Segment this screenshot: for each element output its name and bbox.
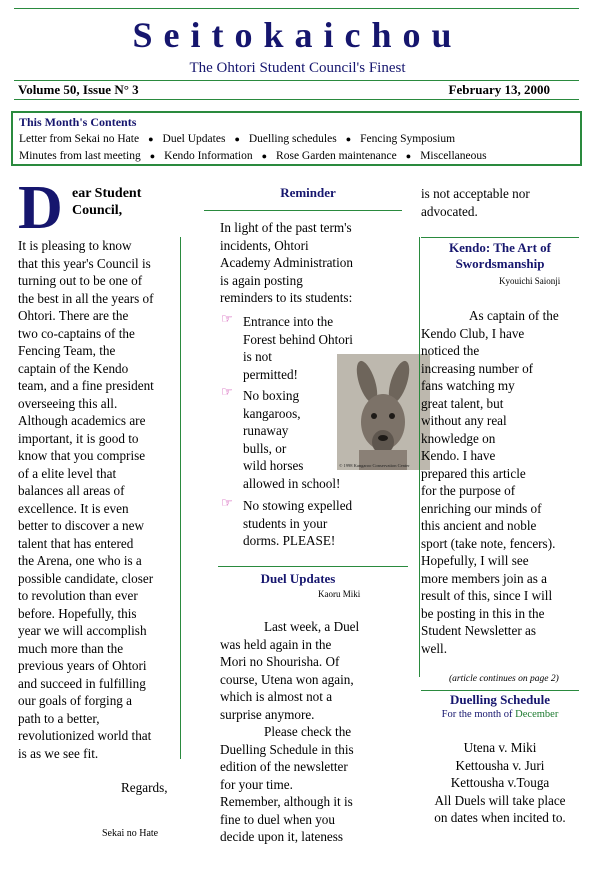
contents-box bbox=[11, 111, 582, 166]
reminder-bullet-line: wild horses bbox=[243, 458, 304, 473]
letter-line: previous years of Ohtori bbox=[18, 658, 147, 673]
schedule-line: Kettousha v. Juri bbox=[455, 757, 545, 773]
kendo-line: fans watching my bbox=[421, 378, 515, 393]
newsletter-title: Seitokaichou bbox=[132, 15, 463, 55]
kendo-line: be posting in this in the bbox=[421, 605, 545, 621]
letter-line: better to discover a new bbox=[18, 518, 144, 533]
letter-line: that this year's Council is bbox=[18, 255, 151, 271]
kendo-byline: Kyouichi Saionji bbox=[499, 276, 561, 286]
duel-updates-line: Mori no Shourisha. Of bbox=[220, 654, 340, 669]
kendo-line: result of this, since I will bbox=[421, 588, 553, 603]
newsletter-subtitle: The Ohtori Student Council's Finest bbox=[189, 60, 406, 76]
kendo-title-line: Swordsmanship bbox=[455, 256, 545, 271]
pointing-hand-icon: ☞ bbox=[221, 384, 233, 399]
contents-item[interactable]: Letter from Sekai no Hate bbox=[19, 133, 140, 145]
schedule-rule bbox=[421, 690, 579, 691]
letter-line: team, and a fine president bbox=[18, 378, 154, 393]
kendo-line: Kendo. I have bbox=[421, 448, 496, 463]
schedule-title: Duelling Schedule bbox=[449, 692, 551, 707]
contents-item[interactable]: Rose Garden maintenance bbox=[276, 150, 397, 162]
reminder-bullet-line: Entrance into the bbox=[243, 314, 334, 329]
bullet-separator: ● bbox=[405, 151, 412, 161]
reminder-bullet-line: No stowing expelled bbox=[243, 498, 353, 513]
contents-item[interactable]: Minutes from last meeting bbox=[19, 150, 141, 162]
reminder-title: Reminder bbox=[280, 185, 336, 200]
kendo-line: more members join as a bbox=[421, 570, 547, 586]
letter-line: year we will accomplish bbox=[18, 623, 147, 638]
issue-date: February 13, 2000 bbox=[448, 82, 550, 97]
schedule-subtitle-prefix: For the month of bbox=[441, 709, 516, 720]
kendo-line: without any real bbox=[421, 413, 507, 428]
schedule-line: on dates when incited to. bbox=[434, 810, 566, 825]
kendo-line: enriching our minds of bbox=[421, 500, 542, 516]
contents-item[interactable]: Duelling schedules bbox=[248, 133, 337, 145]
letter-line: the Arena, one who is a bbox=[18, 553, 142, 568]
letter-line: possible candidate, closer bbox=[18, 570, 154, 586]
letter-signature: Sekai no Hate bbox=[102, 828, 159, 839]
reminder-bullet-line: runaway bbox=[243, 423, 289, 438]
reminder-continuation bbox=[421, 185, 581, 220]
kendo-title bbox=[421, 240, 579, 272]
contents-item[interactable]: Miscellaneous bbox=[420, 150, 487, 162]
reminder-intro bbox=[220, 219, 405, 307]
duel-updates-line: Duelling Schedule in this bbox=[220, 741, 354, 757]
letter-line: talent that has entered bbox=[18, 535, 134, 551]
letter-line: and succeed in fulfilling bbox=[18, 675, 146, 691]
salutation-line: ear Student bbox=[72, 186, 142, 201]
duel-updates-line: was held again in the bbox=[220, 636, 332, 652]
kendo-title-line: Kendo: The Art of bbox=[449, 240, 551, 255]
letter-line: turning out to be one of bbox=[18, 273, 143, 288]
contents-title: This Month's Contents bbox=[19, 115, 137, 129]
letter-line: Ohtori. There are the bbox=[18, 308, 129, 323]
bullet-separator: ● bbox=[345, 134, 352, 144]
letter-line: It is pleasing to know bbox=[18, 238, 132, 253]
duel-updates-byline: Kaoru Miki bbox=[318, 589, 361, 599]
contents-item[interactable]: Fencing Symposium bbox=[360, 133, 456, 145]
duel-updates-line: which is almost not a bbox=[220, 689, 333, 704]
letter-line: the best in all the years of bbox=[18, 290, 154, 306]
kendo-line: well. bbox=[421, 640, 448, 656]
kendo-body bbox=[421, 307, 581, 657]
letter-line: know that you comprise bbox=[18, 448, 146, 463]
letter-line: is as we see fit. bbox=[18, 745, 99, 761]
column-rule bbox=[180, 237, 181, 759]
reminder-bullet-line: dorms. PLEASE! bbox=[243, 533, 336, 548]
schedule-list bbox=[421, 739, 579, 827]
letter-line: path to a better, bbox=[18, 710, 100, 726]
kendo-line: Kendo Club, I have bbox=[421, 325, 525, 341]
continuation-line: is not acceptable nor bbox=[421, 186, 530, 201]
reminder-intro-line: is again posting bbox=[220, 272, 303, 288]
letter-line: Fencing Team, the bbox=[18, 343, 116, 358]
schedule-line: Kettousha v.Touga bbox=[450, 775, 550, 790]
duel-updates-line: Remember, although it is bbox=[220, 794, 353, 809]
reminder-bullet-line: is not bbox=[243, 349, 272, 364]
kendo-line: knowledge on bbox=[421, 430, 496, 446]
letter-line: before. Hopefully, this bbox=[18, 605, 137, 621]
reminder-bullet-line: allowed in school! bbox=[243, 475, 341, 491]
contents-row-2 bbox=[19, 150, 487, 162]
duel-updates-line: fine to duel when you bbox=[220, 811, 335, 827]
letter-body bbox=[18, 237, 180, 762]
reminder-intro-line: Academy Administration bbox=[220, 255, 353, 270]
duel-updates-line: Please check the bbox=[264, 724, 352, 739]
letter-line: revolutionized world that bbox=[18, 728, 152, 743]
letter-line: to revolution than ever bbox=[18, 588, 138, 603]
volume-issue: Volume 50, Issue N° 3 bbox=[18, 82, 139, 97]
reminder-bullet-line: kangaroos, bbox=[243, 405, 301, 421]
reminder-intro-line: reminders to its students: bbox=[220, 290, 353, 305]
duel-updates-line: course, Utena won again, bbox=[220, 671, 354, 687]
schedule-month: December bbox=[515, 709, 559, 720]
photo-caption: © 1998 Kangaroo Conservation Center bbox=[339, 463, 410, 468]
bullet-separator: ● bbox=[261, 151, 268, 161]
masthead-rule bbox=[14, 80, 579, 81]
letter-line: captain of the Kendo bbox=[18, 360, 129, 376]
letter-closing: Regards, bbox=[121, 780, 168, 795]
reminder-bullet-line: No boxing bbox=[243, 388, 300, 403]
letter-line: our goals of forging a bbox=[18, 693, 133, 708]
letter-line: excellence. It is even bbox=[18, 500, 129, 516]
duel-rule bbox=[218, 566, 408, 567]
schedule-line: All Duels will take place bbox=[434, 792, 566, 808]
reminder-bullet-line: bulls, or bbox=[243, 440, 287, 456]
letter-salutation bbox=[72, 185, 141, 219]
kendo-line: this ancient and noble bbox=[421, 518, 537, 533]
duel-updates-line: surprise anymore. bbox=[220, 706, 315, 722]
kendo-line: As captain of the bbox=[469, 308, 559, 323]
duel-updates-title: Duel Updates bbox=[260, 571, 336, 586]
duel-updates-line: Last week, a Duel bbox=[264, 619, 360, 634]
kendo-line: increasing number of bbox=[421, 360, 534, 376]
duel-updates-line: edition of the newsletter bbox=[220, 759, 348, 774]
reminder-rule bbox=[204, 210, 402, 211]
letter-line: of a elite level that bbox=[18, 465, 117, 481]
kangaroo-image bbox=[337, 354, 430, 470]
letter-line: overseeing this all. bbox=[18, 395, 118, 411]
contents-item[interactable]: Kendo Information bbox=[164, 150, 253, 162]
reminder-bullet-3 bbox=[243, 497, 383, 550]
duel-updates-para-2 bbox=[220, 723, 405, 846]
schedule-line: Utena v. Miki bbox=[463, 740, 537, 755]
reminder-bullet-line: students in your bbox=[243, 515, 328, 531]
reminder-intro-line: In light of the past term's bbox=[220, 220, 352, 235]
top-rule bbox=[14, 8, 579, 9]
schedule-subtitle bbox=[421, 709, 579, 720]
kendo-line: for the purpose of bbox=[421, 483, 516, 498]
letter-line: balances all areas of bbox=[18, 483, 125, 498]
salutation-line: Council, bbox=[72, 203, 123, 218]
reminder-bullet-line: permitted! bbox=[243, 366, 298, 382]
kendo-line: noticed the bbox=[421, 343, 480, 358]
drop-cap: D bbox=[18, 174, 63, 242]
kendo-line: sport (take note, fencers). bbox=[421, 535, 556, 551]
kendo-line: Student Newsletter as bbox=[421, 623, 536, 638]
contents-item[interactable]: Duel Updates bbox=[162, 133, 226, 145]
kendo-rule bbox=[421, 237, 579, 238]
pointing-hand-icon: ☞ bbox=[221, 311, 233, 326]
kendo-line: prepared this article bbox=[421, 465, 526, 481]
bullet-separator: ● bbox=[234, 134, 240, 144]
kendo-line: great talent, but bbox=[421, 395, 504, 411]
letter-line: much more than the bbox=[18, 640, 124, 656]
duel-updates-para-1 bbox=[220, 618, 405, 723]
column-rule bbox=[419, 237, 420, 677]
volume-rule bbox=[14, 99, 579, 100]
kangaroo-photo bbox=[337, 354, 430, 470]
bullet-separator: ● bbox=[149, 151, 156, 161]
reminder-intro-line: incidents, Ohtori bbox=[220, 237, 309, 253]
letter-line: two co-captains of the bbox=[18, 325, 135, 341]
kendo-line: Hopefully, I will see bbox=[421, 553, 529, 568]
reminder-bullet-line: Forest behind Ohtori bbox=[243, 331, 353, 347]
pointing-hand-icon: ☞ bbox=[221, 495, 233, 510]
letter-line: Although academics are bbox=[18, 413, 146, 428]
duel-updates-line: for your time. bbox=[220, 776, 293, 792]
duel-updates-line: decide upon it, lateness bbox=[220, 829, 344, 844]
letter-line: important, it is good to bbox=[18, 430, 139, 446]
bullet-separator: ● bbox=[148, 134, 154, 144]
contents-row-1 bbox=[19, 133, 455, 145]
continuation-line: advocated. bbox=[421, 203, 478, 219]
continued-note[interactable]: (article continues on page 2) bbox=[449, 674, 559, 684]
